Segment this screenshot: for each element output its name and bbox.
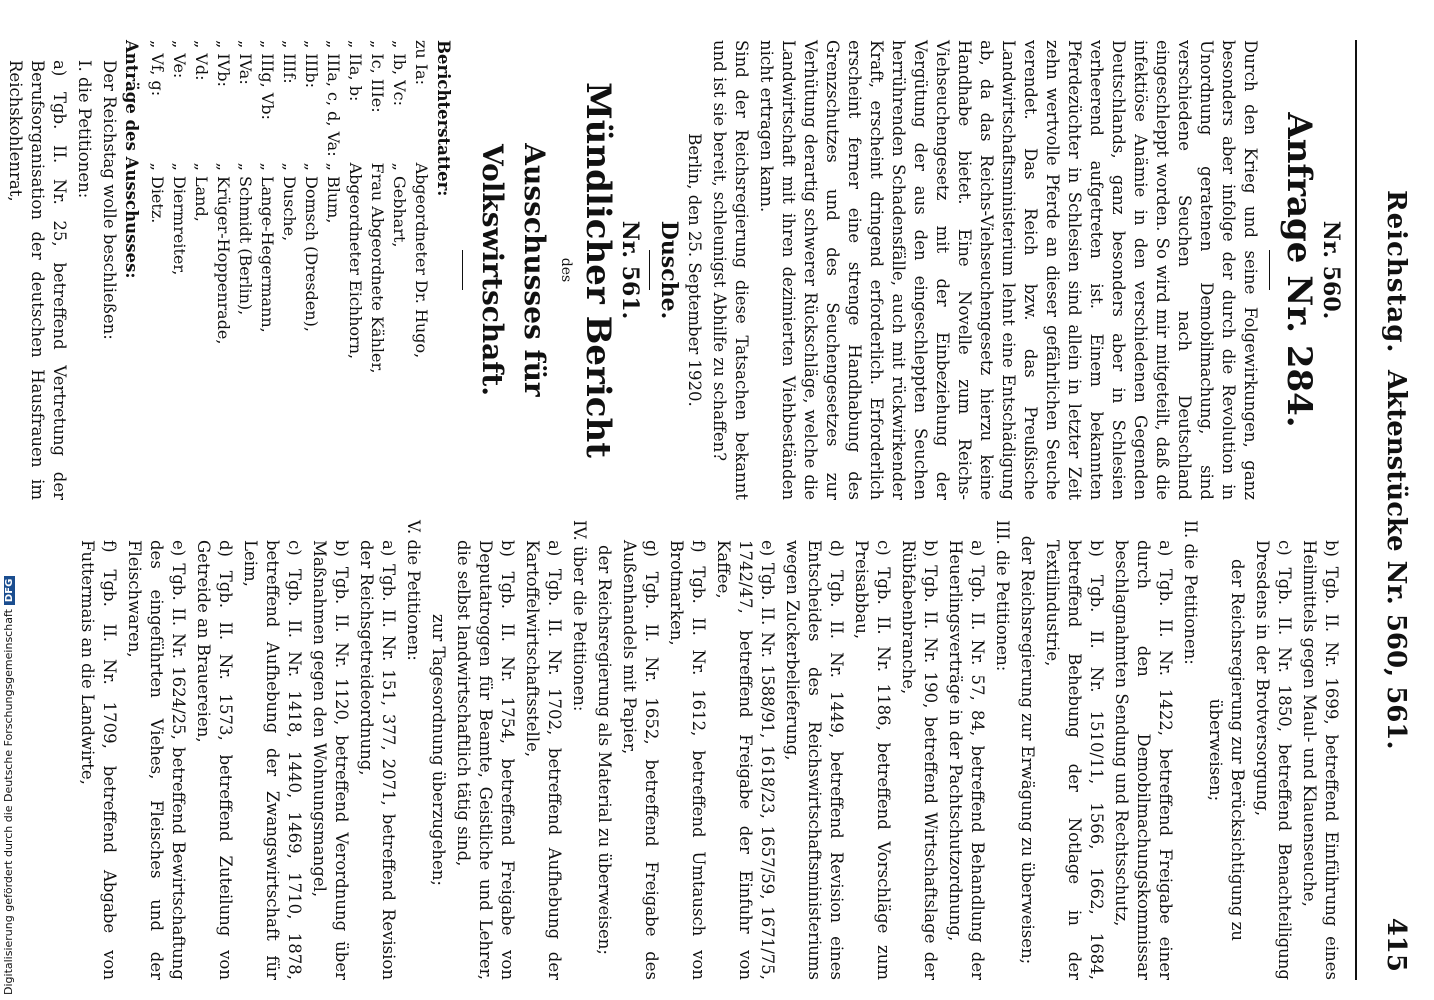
reporter-item: „ Ib, Vc: (390, 40, 409, 107)
reporter-row (234, 40, 256, 379)
reporter-name: „ Gebhart, (390, 162, 409, 248)
petition-item: c) Tgb. II. Nr. 1418, 1440, 1469, 1710, 1878, betreffend Aufhebung der Zwangswirtschaft für Leim, (241, 540, 304, 980)
reporter-item: „ IIIb: (302, 40, 321, 88)
reporter-item: „ IIIg, Vb: (258, 40, 277, 120)
divider (649, 250, 650, 290)
reporter-row (300, 40, 322, 379)
reporter-name: „ Lange-Hegermann, (258, 162, 277, 333)
reporter-row (388, 40, 410, 379)
reporter-row (168, 40, 190, 379)
divider (462, 250, 463, 290)
petition-item: e) Tgb. II. Nr. 1624/25, betreffend Bewirtschaftung des eingeführten Viehes, Fleisches und der Fleischwaren, (125, 540, 188, 980)
reporter-item: „ IVb: (214, 40, 233, 87)
reporter-item: „ IIIa, c, d, Va: (324, 40, 343, 157)
doc-title: Mündlicher Bericht (578, 82, 618, 458)
header-left: Reichstag. (1381, 190, 1411, 354)
petition-item: a) Tgb. II. Nr. 151, 377, 2071, betreffend Revision der Reichsgetreideordnung, (357, 540, 398, 980)
doc-title: Anfrage Nr. 284. (1279, 112, 1319, 428)
divider (1269, 250, 1270, 290)
petition-item: b) Tgb. II. Nr. 190, betreffend Wirtschaftslage der Rübfabenbranche, (899, 540, 940, 980)
reporters-table (146, 40, 432, 379)
dfg-logo: DFG (4, 576, 15, 605)
paragraph: Sind der Reichsregierung diese Tatsachen bekannt und ist sie bereit, schleunigst Abhilfe zu schaffen? (710, 40, 751, 500)
reporter-item: „ Vd: (192, 40, 211, 81)
doc-subtitle: Ausschusses für Volkswirtschaft. (476, 143, 551, 397)
doc-title-connector: des (558, 257, 574, 283)
digitization-credit (2, 576, 15, 995)
reporter-row (278, 40, 300, 379)
left-column (1, 40, 1342, 500)
doc-number: Nr. 560. (1318, 220, 1344, 320)
reporter-row (190, 40, 212, 379)
petition-item: e) Tgb. II. Nr. 1588/91, 1618/23, 1657/59, 1671/75, 1742/47, betreffend Freigabe der Einfuhr von Kaffee, (714, 540, 777, 980)
petition-item: f) Tgb. II. Nr. 1612, betreffend Umtausch von Brotmarken, (667, 540, 708, 980)
petition-item: b) Tgb. II. Nr. 1699, betreffend Einführung eines Heilmittels gegen Maul- und Klauenseuche, (1300, 540, 1341, 980)
petition-item: a) Tgb. II. Nr. 1422, betreffend Freigabe einer durch den Demobilmachungskommissar beschlagnahmten Sendung und Rechtsschutz, (1112, 540, 1175, 980)
petition-item: c) Tgb. II. Nr. 1186, betreffend Vorschläge zum Preisabbau, (852, 540, 893, 980)
reporter-row (410, 40, 432, 379)
right-column (73, 520, 1342, 980)
reporter-name: Abgeordneter Dr. Hugo, (412, 162, 431, 359)
doc-number: Nr. 561. (617, 220, 643, 320)
section-label: III. die Petitionen: (993, 520, 1012, 672)
petition-item: f) Tgb. II. Nr. 1709, betreffend Abgabe von Futtermais an die Landwirte, (78, 540, 119, 980)
reporter-name: Abgeordneter Eichhorn, (346, 162, 365, 360)
petition-item: a) Tgb. II. Nr. 25, betreffend Vertretung der Berufsorganisation der deutschen Hausfrauen im Reichskohlenrat, (6, 60, 69, 500)
reporter-item: „ IVa: (236, 40, 255, 85)
petition-item: a) Tgb. II. Nr. 57, 84, betreffend Behandlung der Heuerlingsverträge in der Pachtschutzordnung, (946, 540, 987, 980)
section-label: II. die Petitionen: (1181, 520, 1200, 665)
section-heading: Berichterstatter: (434, 40, 453, 197)
petition-item: b) Tgb. II. Nr. 1120, betreffend Verordnung über Maßnahmen gegen den Wohnungsmangel, (310, 540, 351, 980)
signature: Dusche. (656, 220, 682, 320)
section-label: I. die Petitionen: (75, 60, 94, 199)
decision: der Reichsregierung zur Berücksichtigung zu überweisen; (1206, 558, 1247, 942)
decision: der Reichsregierung zur Erwägung zu überweisen; (1018, 535, 1037, 965)
reporter-row (256, 40, 278, 379)
reporter-item: „ Ve: (170, 40, 189, 79)
paragraph: Durch den Krieg und seine Folgewirkungen, ganz besonders aber infolge der durch die Revolution in Unordnung geratenen Demobilmachung, sind verschiedene Seuchen nach Deutschland eingeschleppt worden. So wird mir mitgeteilt, daß die infektiöse Anämie in den verschiedenen Gegenden Deutschlands, ganz besonders aber in Schlesien verheerend aufgetreten ist. Einem bekannten Pferdezüchter in Schlesien sind allein in letzter Zeit zehn wertvolle Pferde an dieser gefährlichen Seuche verendet. Das Reich bzw. das Preußische Landwirtschaftsministerium lehnt eine Entschädigung ab, da das Reichs-Viehseuchengesetz hierzu keine Handhabe bietet. Eine Novelle zum Reichs-Viehseuchengesetz mit der Einbeziehung der Vergütung der aus den eingeschleppten Seuchen herrührenden Schadensfälle, auch mit rückwirkender Kraft, erscheint dringend erforderlich. Erforderlich erscheint ferner eine strenge Handhabung des Grenzschutzes und des Seuchengesetzes zur Verhütung derartig schwerer Rückschläge, welche die Landwirtschaft mit ihren dezimierten Viehbeständen nicht ertragen kann. (757, 40, 1260, 500)
credit-text: Digitalisierung gefördert durch die Deutsche Forschungsgemeinschaft (2, 609, 15, 995)
reporter-item: „ Vf, g: (148, 40, 167, 97)
reporter-item: „ Ic, IIIe: (368, 40, 387, 113)
page-number: 415 (1381, 917, 1411, 972)
dateline: Berlin, den 25. September 1920. (685, 133, 704, 407)
reporter-name: „ Schmidt (Berlin), (236, 162, 255, 316)
reporter-name: Frau Abgeordnete Kähler, (368, 162, 387, 374)
reporter-row (212, 40, 234, 379)
petition-item: g) Tgb. II. Nr. 1652, betreffend Freigabe des Außenhandels mit Papier, (620, 540, 661, 980)
reporter-name: „ Diermreiter, (170, 162, 189, 276)
petition-item: d) Tgb. II. Nr. 1573, betreffend Zuteilung von Getreide an Brauereien, (194, 540, 235, 980)
petition-item: c) Tgb. II. Nr. 1850, betreffend Benachteiligung Dresdens in der Brotversorgung, (1253, 540, 1294, 980)
decision: zur Tagesordnung überzugehen; (429, 614, 448, 886)
reporter-name: „ Blum, (324, 162, 343, 224)
section-heading: Anträge des Ausschusses: (122, 40, 141, 279)
petition-item: b) Tgb. II. Nr. 1510/11, 1566, 1662, 1684, betreffend Behebung der Notlage in der Textilindustrie, (1043, 540, 1106, 980)
reporter-name: „ Domsch (Dresden), (302, 162, 321, 332)
petition-item: b) Tgb. II. Nr. 1754, betreffend Freigabe von Deputatroggen für Beamte, Geistliche und Lehrer, die selbst landwirtschaftlich tätig sind, (454, 540, 517, 980)
petition-item: a) Tgb. II. Nr. 1702, betreffend Aufhebung der Kartoffelwirtschaftsstelle, (523, 540, 564, 980)
reporter-name: „ Land, (192, 162, 211, 222)
reporter-name: „ Dusche, (280, 162, 299, 242)
section-label: IV. über die Petitionen: (570, 520, 589, 712)
decision: der Reichsregierung als Material zu überweisen; (595, 545, 614, 955)
section-label: V. die Petitionen: (404, 520, 423, 661)
reporter-item: zu Ia: (412, 40, 431, 86)
reporter-item: „ IIIf: (280, 40, 299, 84)
header-middle: Aktenstücke Nr. 560, 561. (1381, 370, 1411, 750)
paragraph: Der Reichstag wolle beschließen: (100, 60, 119, 340)
page-header (1355, 40, 1417, 980)
reporter-row (344, 40, 366, 379)
reporter-row (322, 40, 344, 379)
reporter-name: „ Krüger-Hoppenrade, (214, 162, 233, 345)
petition-item: d) Tgb. II. Nr. 1449, betreffend Revision eines Entscheides des Reichswirtschaftsministeriums wegen Zuckerbelieferung, (783, 540, 846, 980)
reporter-row (146, 40, 168, 379)
reporter-item: „ IIa, b: (346, 40, 365, 102)
reporter-name: „ Dietz. (148, 162, 167, 224)
reporter-row (366, 40, 388, 379)
